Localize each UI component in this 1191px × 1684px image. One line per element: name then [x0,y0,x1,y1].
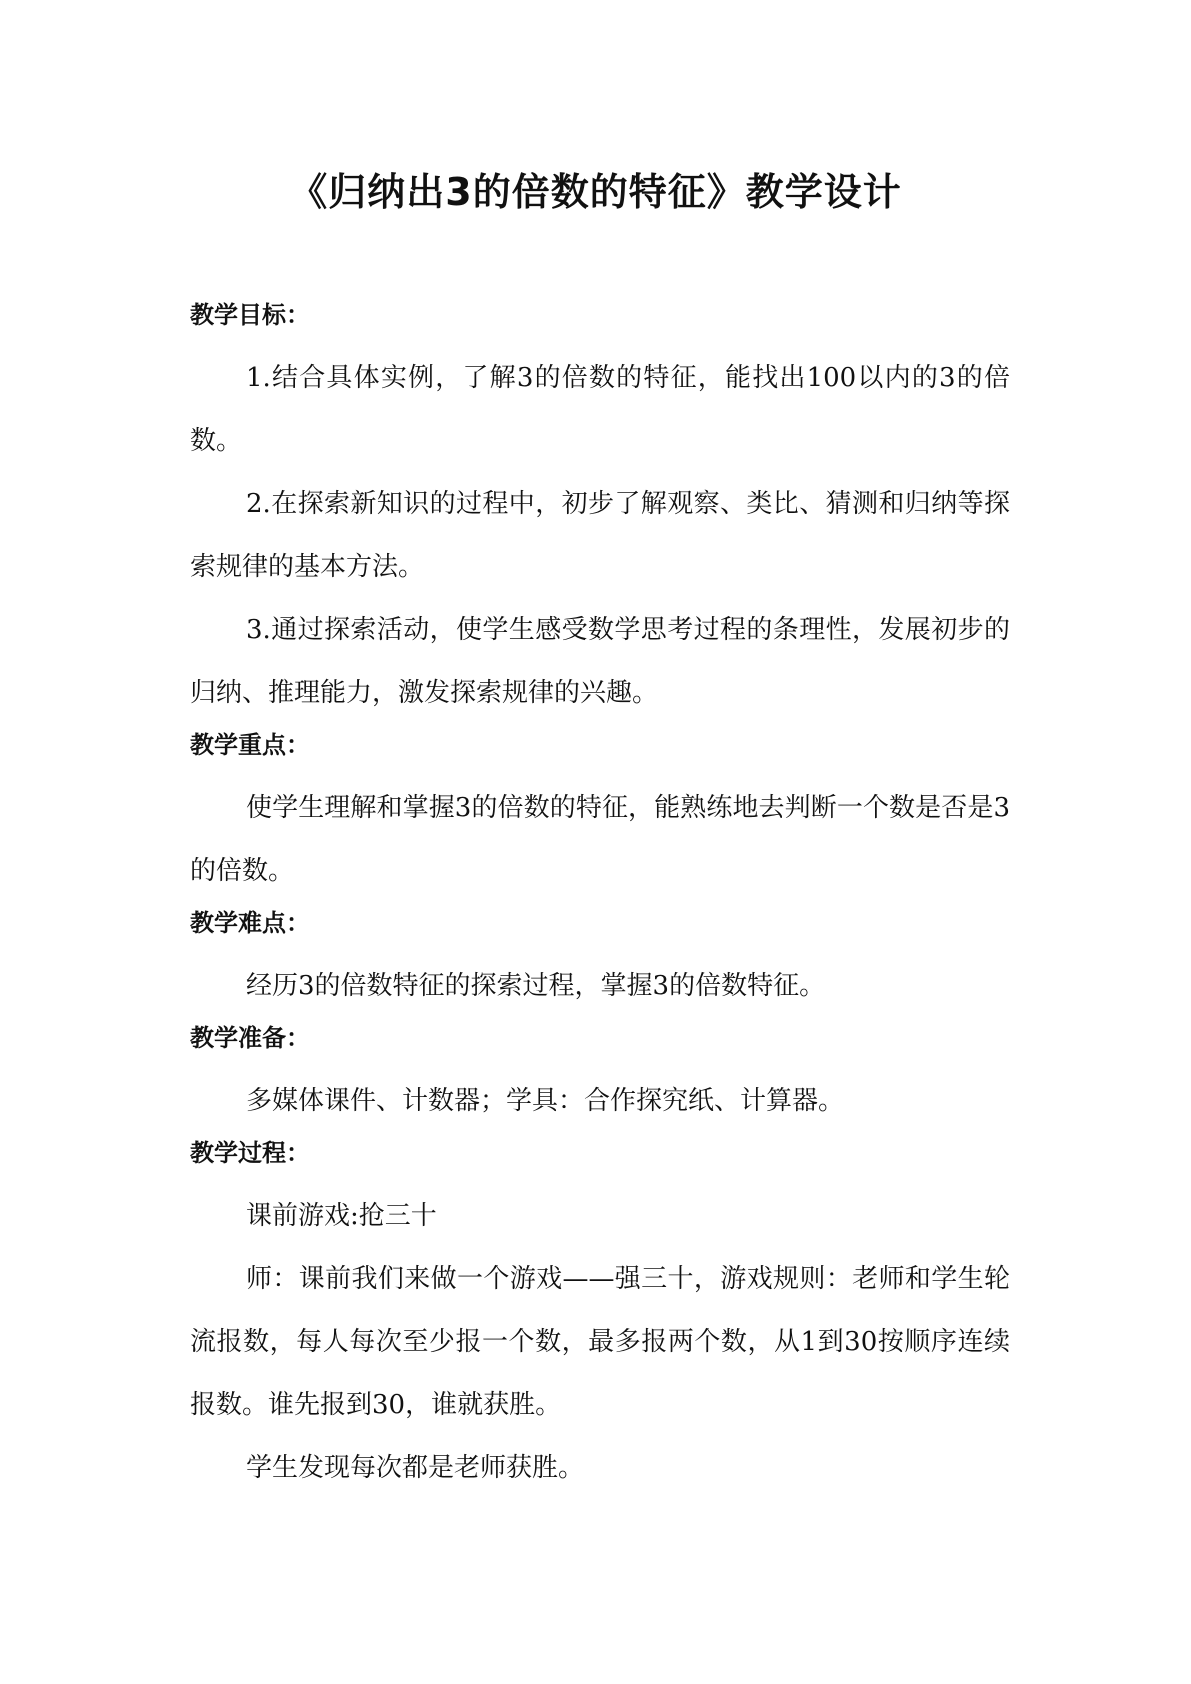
section-key-points [190,725,1010,903]
paragraph: 课前游戏:抢三十 [246,1201,437,1231]
section-heading: 教学过程： [190,1139,310,1167]
section-heading: 教学重点： [190,731,310,759]
section-heading: 教学目标： [190,301,310,329]
section-preparation [190,1018,1010,1133]
section-process [190,1133,1010,1500]
section-heading: 教学难点： [190,909,310,937]
section-difficulties [190,903,1010,1018]
paragraph: 3.通过探索活动，使学生感受数学思考过程的条理性，发展初步的归纳、推理能力，激发探索规律的兴趣。 [190,615,1010,708]
paragraph: 1.结合具体实例，了解3的倍数的特征，能找出100以内的3的倍数。 [190,363,1010,456]
document-body [190,295,1010,1500]
document-title: 《归纳出3的倍数的特征》教学设计 [289,170,902,214]
paragraph: 师：课前我们来做一个游戏——强三十，游戏规则：老师和学生轮流报数，每人每次至少报一个数，最多报两个数，从1到30按顺序连续报数。谁先报到30，谁就获胜。 [190,1264,1010,1420]
section-objectives [190,295,1010,725]
paragraph: 多媒体课件、计数器；学具：合作探究纸、计算器。 [246,1086,845,1116]
paragraph: 使学生理解和掌握3的倍数的特征，能熟练地去判断一个数是否是3的倍数。 [190,793,1010,886]
paragraph: 2.在探索新知识的过程中，初步了解观察、类比、猜测和归纳等探索规律的基本方法。 [190,489,1010,582]
paragraph: 学生发现每次都是老师获胜。 [246,1453,585,1483]
section-heading: 教学准备： [190,1024,310,1052]
paragraph: 经历3的倍数特征的探索过程，掌握3的倍数特征。 [246,971,826,1001]
